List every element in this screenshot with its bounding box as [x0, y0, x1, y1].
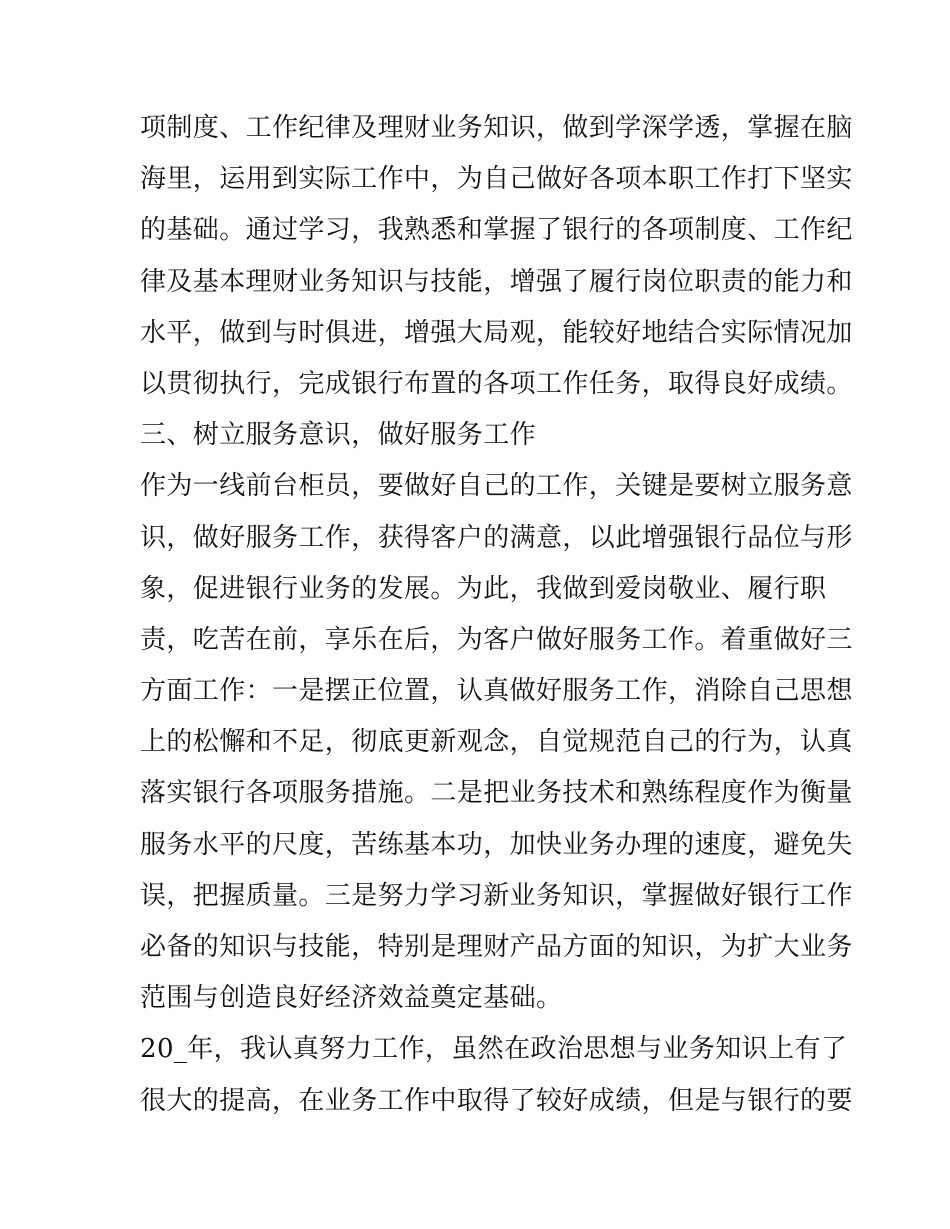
text-line-1: 项制度、工作纪律及理财业务知识，做到学深学透，掌握在脑: [140, 113, 853, 143]
text-line-3: 的基础。通过学习，我熟悉和掌握了银行的各项制度、工作纪: [140, 215, 853, 246]
text-line-6: 以贯彻执行，完成银行布置的各项工作任务，取得良好成绩。: [140, 368, 853, 399]
text-line-19: 20_年，我认真努力工作，虽然在政治思想与业务知识上有了: [140, 1034, 848, 1065]
text-line-15: 服务水平的尺度，苦练基本功，加快业务办理的速度，避免失: [140, 829, 853, 860]
text-line-9: 识，做好服务工作，获得客户的满意，以此增强银行品位与形: [140, 522, 853, 553]
document-body: [140, 103, 853, 1127]
text-line-17: 必备的知识与技能，特别是理财产品方面的知识，为扩大业务: [140, 932, 853, 962]
text-line-11: 责，吃苦在前，享乐在后，为客户做好服务工作。着重做好三: [140, 624, 853, 655]
text-line-20: 很大的提高，在业务工作中取得了较好成绩，但是与银行的要: [140, 1085, 853, 1116]
text-line-10: 象，促进银行业务的发展。为此，我做到爱岗敬业、履行职: [140, 573, 827, 604]
text-line-13: 上的松懈和不足，彻底更新观念，自觉规范自己的行为，认真: [140, 727, 853, 758]
text-line-14: 落实银行各项服务措施。二是把业务技术和熟练程度作为衡量: [140, 778, 853, 809]
text-line-8: 作为一线前台柜员，要做好自己的工作，关键是要树立服务意: [140, 471, 853, 502]
section-heading: 三、树立服务意识，做好服务工作: [140, 420, 537, 451]
text-line-4: 律及基本理财业务知识与技能，增强了履行岗位职责的能力和: [140, 266, 853, 297]
text-line-5: 水平，做到与时俱进，增强大局观，能较好地结合实际情况加: [140, 317, 853, 348]
text-line-18: 范围与创造良好经济效益奠定基础。: [140, 983, 563, 1014]
text-line-12: 方面工作：一是摆正位置，认真做好服务工作，消除自己思想: [140, 676, 853, 707]
text-line-2: 海里，运用到实际工作中，为自己做好各项本职工作打下坚实: [140, 164, 853, 195]
text-line-16: 误，把握质量。三是努力学习新业务知识，掌握做好银行工作: [140, 880, 853, 911]
